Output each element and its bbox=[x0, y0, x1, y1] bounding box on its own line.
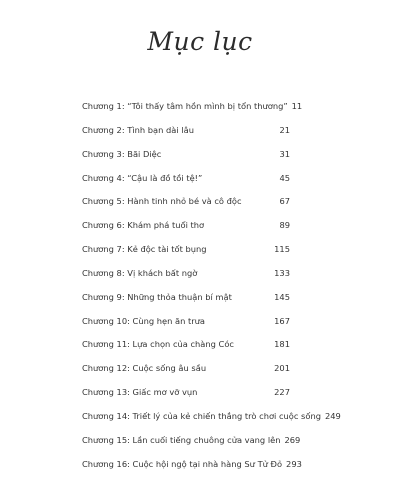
toc-page-number: 293 bbox=[286, 458, 302, 469]
toc-page-number: 11 bbox=[291, 101, 303, 111]
toc-chapter-number: Chương 15: bbox=[82, 434, 130, 445]
toc-entry-row bbox=[82, 268, 290, 292]
toc-entry-row bbox=[82, 410, 341, 435]
toc-page-number: 181 bbox=[274, 339, 290, 350]
toc-entry-row bbox=[82, 339, 290, 363]
toc-chapter-number: Chương 5: bbox=[82, 196, 125, 207]
toc-entry-label bbox=[82, 220, 204, 230]
toc-entry-label bbox=[82, 101, 288, 111]
toc-chapter-number: Chương 9: bbox=[82, 291, 125, 302]
toc-chapter-number: Chương 13: bbox=[82, 387, 130, 398]
toc-entry-label bbox=[82, 268, 197, 278]
toc-page-number: 115 bbox=[274, 244, 290, 255]
toc-chapter-title: “Cậu là đồ tồi tệ!” bbox=[127, 172, 203, 183]
toc-page-number: 89 bbox=[279, 220, 290, 231]
toc-entry-row bbox=[82, 125, 290, 149]
toc-chapter-title: Cùng hẹn ăn trưa bbox=[132, 315, 206, 326]
toc-entry-row bbox=[82, 173, 290, 197]
toc-chapter-number: Chương 12: bbox=[82, 363, 130, 374]
toc-chapter-title: Vị khách bất ngờ bbox=[127, 267, 198, 278]
toc-entry-label bbox=[82, 435, 281, 445]
toc-chapter-title: Triết lý của kẻ chiến thắng trò chơi cuộc sống bbox=[132, 410, 321, 421]
toc-chapter-number: Chương 11: bbox=[82, 339, 130, 350]
toc-chapter-title: Cuộc sống âu sầu bbox=[132, 363, 207, 374]
toc-entry-label bbox=[82, 149, 161, 159]
toc-page-number: 269 bbox=[284, 434, 301, 445]
toc-chapter-number: Chương 3: bbox=[82, 148, 125, 159]
toc-chapter-number: Chương 2: bbox=[82, 124, 125, 135]
toc-entry-row bbox=[82, 387, 290, 411]
toc-entry-row bbox=[82, 316, 290, 340]
toc-chapter-title: Giấc mơ vỡ vụn bbox=[132, 387, 198, 398]
toc-chapter-number: Chương 7: bbox=[82, 244, 125, 255]
page-title: Mục lục bbox=[147, 27, 253, 56]
toc-chapter-title: Lựa chọn của chàng Cóc bbox=[132, 339, 234, 350]
toc-entry-label bbox=[82, 196, 242, 206]
toc-entry-label bbox=[82, 316, 205, 326]
toc-entry-row bbox=[82, 458, 302, 483]
toc-page-number: 21 bbox=[279, 124, 290, 135]
toc-entry-label bbox=[82, 339, 234, 349]
toc-page-number: 249 bbox=[325, 410, 341, 421]
toc-entry-row bbox=[82, 363, 290, 387]
toc-entry-label bbox=[82, 244, 207, 254]
toc-page-number: 145 bbox=[274, 291, 290, 302]
toc-entry-label bbox=[82, 411, 321, 421]
toc-chapter-number: Chương 6: bbox=[82, 220, 125, 231]
toc-page-number: 31 bbox=[279, 148, 290, 159]
toc-entry-label bbox=[82, 292, 232, 302]
toc-chapter-number: Chương 1: bbox=[82, 101, 125, 111]
toc-entry-row bbox=[82, 101, 303, 125]
toc-page-number: 201 bbox=[274, 363, 290, 374]
toc-chapter-title: Tình bạn dài lâu bbox=[127, 124, 194, 135]
toc-entry-label bbox=[82, 459, 282, 469]
toc-chapter-title: Những thỏa thuận bí mật bbox=[127, 291, 232, 302]
toc-page-number: 227 bbox=[274, 387, 290, 398]
toc-chapter-title: Khám phá tuổi thơ bbox=[127, 220, 205, 231]
toc-entry-label bbox=[82, 363, 206, 373]
toc-chapter-title: “Tôi thấy tâm hồn mình bị tổn thương” bbox=[127, 101, 288, 111]
toc-entry-row bbox=[82, 149, 290, 173]
toc-chapter-number: Chương 4: bbox=[82, 172, 125, 183]
toc-entry-row bbox=[82, 434, 301, 459]
toc-page-number: 67 bbox=[279, 196, 290, 207]
toc-entry-row bbox=[82, 292, 290, 316]
toc-page-number: 45 bbox=[279, 172, 290, 183]
toc-chapter-title: Kẻ độc tài tốt bụng bbox=[127, 244, 207, 255]
toc-page-number: 133 bbox=[274, 267, 290, 278]
toc-entry-row bbox=[82, 244, 290, 268]
toc-chapter-number: Chương 8: bbox=[82, 267, 125, 278]
toc-chapter-title: Bãi Diệc bbox=[127, 148, 162, 159]
toc-entry-row bbox=[82, 196, 290, 220]
toc-chapter-number: Chương 16: bbox=[82, 458, 130, 469]
toc-list bbox=[82, 101, 341, 483]
toc-chapter-title: Hành tinh nhỏ bé và cô độc bbox=[127, 196, 242, 207]
toc-chapter-number: Chương 10: bbox=[82, 315, 130, 326]
toc-entry-row bbox=[82, 220, 290, 244]
toc-entry-label bbox=[82, 125, 194, 135]
toc-chapter-number: Chương 14: bbox=[82, 410, 130, 421]
toc-page-number: 167 bbox=[274, 315, 290, 326]
toc-entry-label bbox=[82, 387, 197, 397]
toc-chapter-title: Lần cuối tiếng chuông cửa vang lên bbox=[132, 434, 281, 445]
toc-entry-label bbox=[82, 173, 202, 183]
toc-chapter-title: Cuộc hội ngộ tại nhà hàng Sư Tử Đỏ bbox=[132, 458, 283, 469]
